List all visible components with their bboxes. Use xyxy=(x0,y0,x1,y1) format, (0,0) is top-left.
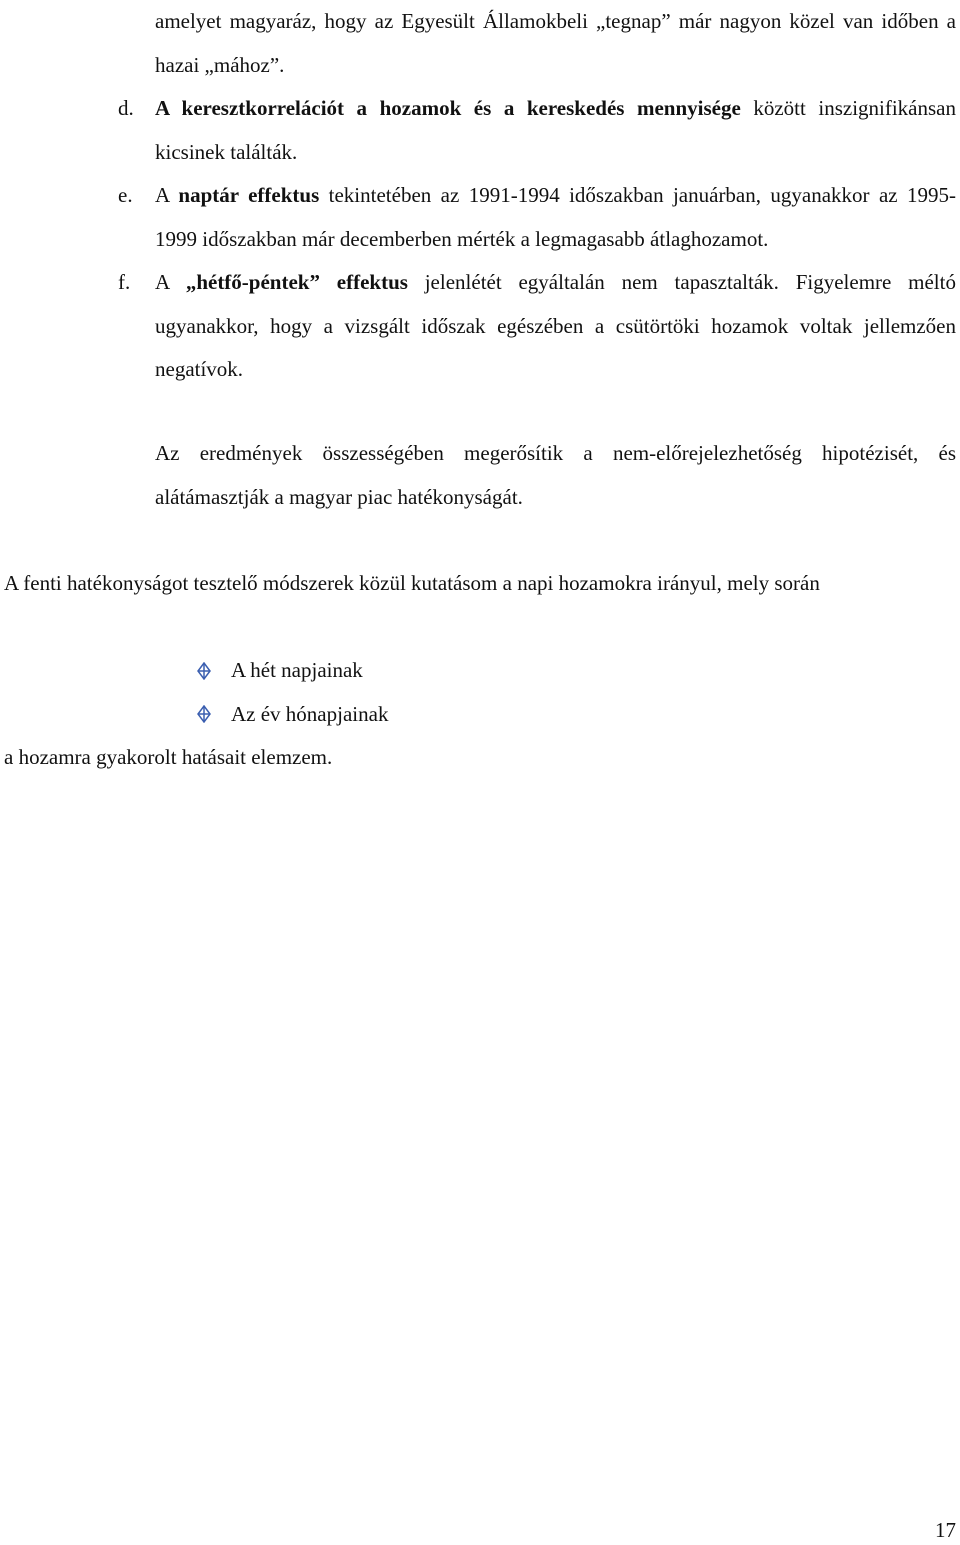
list-item-text xyxy=(155,87,956,174)
diamond-bullet-icon xyxy=(196,662,231,680)
bullet-item-months xyxy=(196,693,796,737)
bullet-text: Az év hónapjainak xyxy=(231,701,389,726)
bullet-text: A hét napjainak xyxy=(231,658,363,683)
bold-term: naptár effektus xyxy=(178,183,320,207)
list-marker-f: f. xyxy=(118,270,131,294)
page-number: 17 xyxy=(935,1518,956,1542)
item-body: tekintetében az 1991-1994 időszakban januárban, ugyanakkor az 1995-1999 időszakban már decemberben mérték a legmagasabb átlaghozamot. xyxy=(155,183,956,251)
item-prefix: A xyxy=(155,270,186,294)
item-body: jelenlétét egyáltalán nem tapasztalták. Figyelemre méltó ugyanakkor, hogy a vizsgált időszak egészében a csütörtöki hozamok voltak jellemzően negatívok. xyxy=(155,270,956,381)
findings-list xyxy=(118,0,956,392)
list-item-text xyxy=(155,174,956,261)
list-item-text xyxy=(155,261,956,392)
summary-paragraph: Az eredmények összességében megerősítik a nem-előrejelezhetőség hipotézisét, és alátámasztják a magyar piac hatékonyságát. xyxy=(155,441,956,509)
list-marker-d: d. xyxy=(118,96,134,120)
bold-term: A keresztkorrelációt a hozamok és a kereskedés mennyisége xyxy=(155,96,741,120)
list-item-f xyxy=(118,261,956,392)
closing-paragraph: a hozamra gyakorolt hatásait elemzem. xyxy=(4,745,333,769)
list-marker-e: e. xyxy=(118,183,133,207)
bold-term: „hétfő-péntek” effektus xyxy=(185,270,408,294)
list-item-d xyxy=(118,87,956,174)
bullet-list xyxy=(196,649,796,736)
item-prefix: A xyxy=(155,183,179,207)
diamond-bullet-icon xyxy=(196,705,231,723)
list-item-text: amelyet magyaráz, hogy az Egyesült Államokbeli „tegnap” már nagyon közel van időben a hazai „mához”. xyxy=(155,9,956,77)
list-item-continuation xyxy=(118,0,956,87)
item-body: között inszignifikánsan kicsinek találták. xyxy=(155,96,956,164)
list-item-e xyxy=(118,174,956,261)
bullet-item-days xyxy=(196,649,796,693)
intro-paragraph: A fenti hatékonyságot tesztelő módszerek közül kutatásom a napi hozamokra irányul, mely során xyxy=(4,571,820,595)
